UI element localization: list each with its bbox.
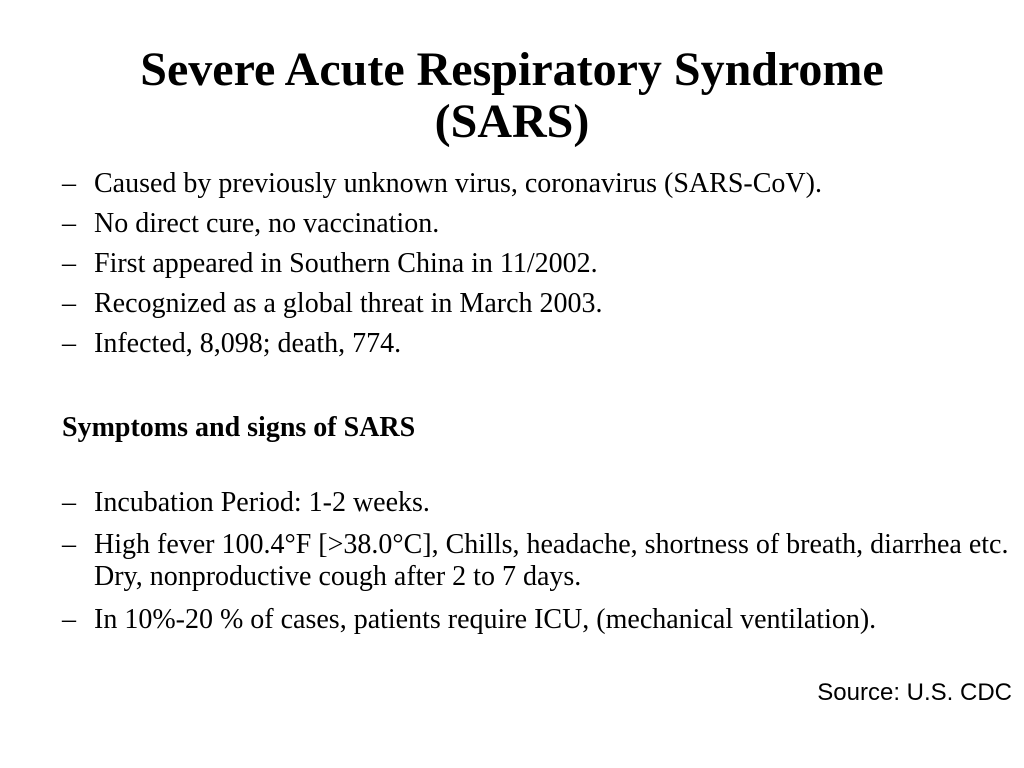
bullet-dash: –	[62, 487, 76, 518]
list-item	[62, 168, 822, 208]
bullet-dash: –	[62, 168, 76, 199]
list-item	[62, 248, 822, 288]
list-item	[62, 208, 822, 248]
bullet-dash: –	[62, 248, 76, 279]
list-item-text: Infected, 8,098; death, 774.	[94, 328, 402, 359]
bullet-dash: –	[62, 529, 76, 560]
bullet-dash: –	[62, 328, 76, 359]
list-item-text: First appeared in Southern China in 11/2002.	[94, 248, 598, 279]
list-item	[62, 288, 822, 328]
symptoms-heading: Symptoms and signs of SARS	[62, 412, 416, 443]
bullet-dash: –	[62, 604, 76, 635]
list-item	[62, 529, 1024, 601]
bullet-dash: –	[62, 288, 76, 319]
list-item-text: Caused by previously unknown virus, coronavirus (SARS-CoV).	[94, 168, 822, 199]
list-item-text: In 10%-20 % of cases, patients require ICU, (mechanical ventilation).	[94, 604, 877, 635]
slide-title-line-2: (SARS)	[434, 95, 590, 148]
facts-list	[62, 168, 822, 368]
list-item-text: High fever 100.4°F [>38.0°C], Chills, headache, shortness of breath, diarrhea etc. Dry, nonproductive cough after 2 to 7 days.	[94, 529, 1009, 592]
list-item	[62, 487, 1024, 529]
slide-title	[0, 44, 1024, 148]
slide-title-line-1: Severe Acute Respiratory Syndrome	[140, 43, 884, 96]
list-item-text: Incubation Period: 1-2 weeks.	[94, 487, 430, 518]
bullet-dash: –	[62, 208, 76, 239]
list-item	[62, 601, 1024, 677]
symptoms-list	[62, 487, 1024, 677]
list-item-text: No direct cure, no vaccination.	[94, 208, 440, 239]
list-item-text: Recognized as a global threat in March 2003.	[94, 288, 603, 319]
source-citation: Source: U.S. CDC	[817, 679, 1012, 706]
list-item	[62, 328, 822, 368]
